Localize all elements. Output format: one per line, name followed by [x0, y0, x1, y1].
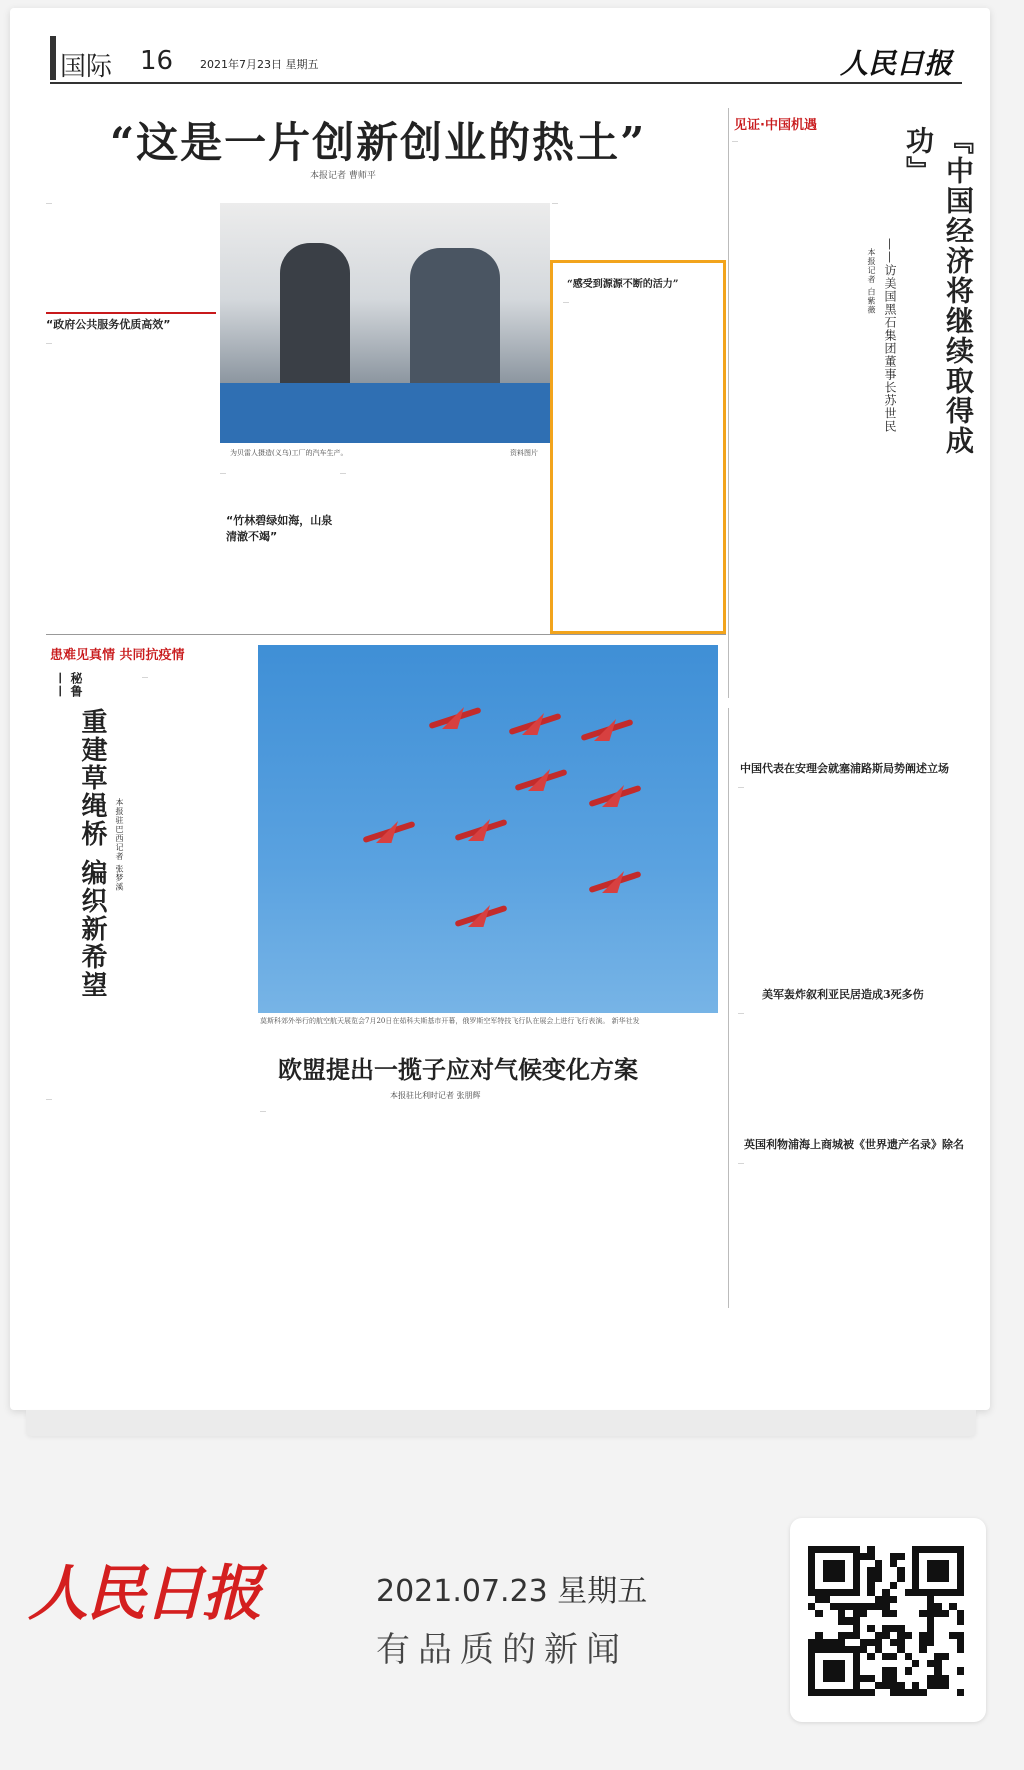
photo-credit: 资料图片 — [510, 449, 538, 457]
box-title: “感受到源源不断的活力” — [567, 279, 679, 290]
article-body-text: … — [732, 137, 738, 144]
vertical-byline: 本报记者 白紫薇 — [867, 248, 876, 315]
section-label: 见证·中国机遇 — [734, 118, 817, 133]
highlight-box[interactable] — [550, 260, 726, 634]
masthead-bar — [50, 36, 56, 80]
page-masthead — [50, 36, 962, 84]
column-divider — [728, 108, 729, 698]
news-headline: 英国利物浦海上商城被《世界遗产名录》除名 — [744, 1138, 964, 1151]
jet-icon — [588, 867, 642, 897]
article-body-text: … — [46, 1095, 52, 1102]
article-body-text: … — [46, 199, 52, 206]
jets-credit: 新华社发 — [611, 1017, 640, 1025]
footer-logo: 人民日报 — [28, 1559, 260, 1629]
column-divider — [728, 708, 729, 1308]
jets-caption: 莫斯科郊外举行的航空航天展览会7月20日在茹科夫斯基市开幕，俄罗斯空军特技飞行队在展会上进行飞行表演。 — [260, 1017, 610, 1025]
qr-code-card[interactable] — [790, 1518, 986, 1722]
jet-icon — [454, 815, 508, 845]
jets-photo — [258, 645, 718, 1013]
qr-code-icon — [808, 1546, 964, 1696]
article-body-text: … — [46, 339, 52, 346]
main-headline: “这是一片创新创业的热土” — [110, 118, 647, 167]
article-body-text: … — [220, 469, 226, 476]
kicker: 秘鲁—— — [54, 672, 83, 698]
vertical-byline: 本报驻巴西记者 张梦溪 — [115, 798, 124, 892]
worker-figure — [410, 248, 500, 398]
section-label: 患难见真情 共同抗疫情 — [50, 648, 185, 663]
article-body-text: … — [738, 783, 744, 790]
article-body-text: … — [260, 1107, 266, 1114]
jet-icon — [428, 703, 482, 733]
worker-figure — [280, 243, 350, 403]
photo-caption: 为贝雷人摄造(义乌)工厂的汽车生产。 — [230, 449, 348, 457]
jet-icon — [454, 901, 508, 931]
jet-icon — [514, 765, 568, 795]
article-body-text: … — [738, 1159, 744, 1166]
news-headline: 中国代表在安理会就塞浦路斯局势阐述立场 — [740, 762, 949, 775]
subheading: “政府公共服务优质高效” — [46, 312, 216, 332]
article-body-text: … — [340, 469, 346, 476]
article-body-text: … — [142, 673, 148, 680]
jet-icon — [362, 817, 416, 847]
section-name: 国际 — [60, 52, 113, 82]
news-headline: 美军轰炸叙利亚民居造成3死多伤 — [762, 988, 924, 1001]
vertical-headline: 『中国经济将继续取得成功』 — [902, 126, 975, 456]
card-stack-shadow — [26, 1410, 976, 1436]
jet-icon — [508, 709, 562, 739]
section-divider — [46, 634, 726, 635]
newspaper-logo: 人民日报 — [839, 47, 952, 80]
workbench — [220, 383, 550, 443]
eu-byline: 本报驻比利时记者 张朋辉 — [390, 1091, 481, 1100]
vertical-subheadline: ——访美国黑石集团董事长苏世民 — [883, 238, 897, 433]
box-body-text: … — [563, 298, 569, 305]
article-body-text: … — [738, 1009, 744, 1016]
footer-slogan: 有品质的新闻 — [376, 1630, 628, 1670]
vertical-headline: 重建草绳桥 编织新希望 — [77, 708, 107, 1000]
subheading: “竹林碧绿如海，山泉清澈不竭” — [226, 514, 333, 543]
page-number: 16 — [140, 46, 174, 76]
factory-photo — [220, 203, 550, 443]
issue-date: 2021年7月23日 星期五 — [200, 58, 319, 71]
article-body-text: … — [552, 199, 558, 206]
newspaper-page[interactable] — [10, 8, 990, 1410]
eu-headline: 欧盟提出一揽子应对气候变化方案 — [278, 1055, 638, 1084]
main-byline: 本报记者 曹师平 — [310, 171, 376, 181]
jet-icon — [580, 715, 634, 745]
footer-date: 2021.07.23 星期五 — [376, 1574, 648, 1609]
jet-icon — [588, 781, 642, 811]
photo-caption — [260, 1016, 716, 1026]
